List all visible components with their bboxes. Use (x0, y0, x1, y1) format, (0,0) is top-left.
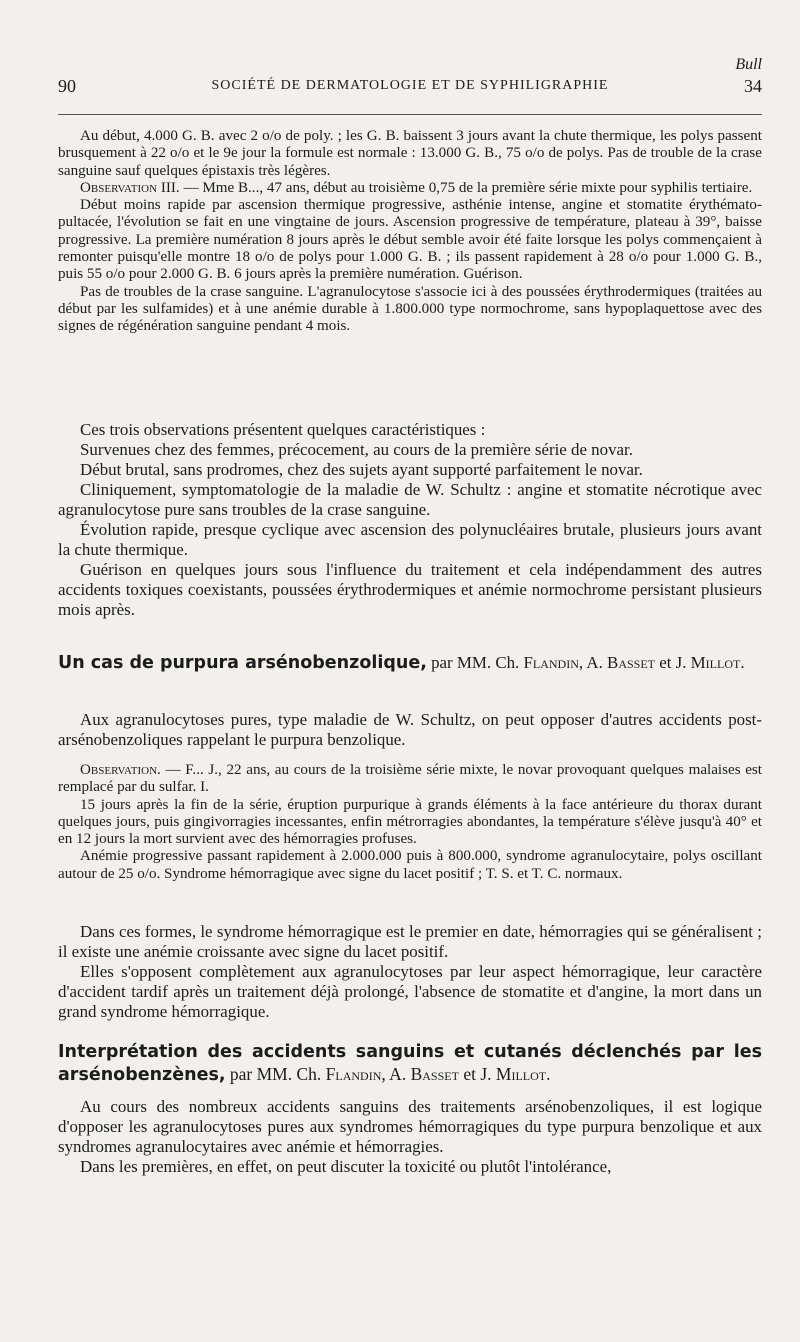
paragraph: Au cours des nombreux accidents sanguins des traitements arsénobenzoliques, il est logique d'opposer les agranulocytoses pures aux syndromes hémorragiques du type purpura benzolique et aux syndromes agranulocytaires avec anémie et hémorragies. (58, 1097, 762, 1156)
observation-label: Observation. (80, 762, 161, 778)
paragraph: Pas de troubles de la crase sanguine. L'agranulocytose s'associe ici à des poussées érythrodermiques (traitées au début par les sulfamides) et à une anémie durable à 1.800.000 type normochrome, sans hypoplaquettose avec des signes de régénération sanguine pendant 4 mois. (58, 283, 762, 335)
purpura-intro (58, 710, 762, 750)
paragraph: Début brutal, sans prodromes, chez des sujets ayant supporté parfaitement le novar. (80, 460, 643, 479)
author-name: Flandin (325, 1064, 382, 1084)
observation-3 (58, 180, 762, 197)
paragraph: 15 jours après la fin de la série, éruption purpurique à grands éléments à la face antérieure du thorax durant quelques jours, puis gingivorragies incessantes, enfin métrorragies abondantes, la température s'élève jusqu'à 40° et en 12 jours la mort survient avec des hémorragies profuses. (58, 796, 762, 848)
paragraph: Au début, 4.000 G. B. avec 2 o/o de poly. ; les G. B. baissent 3 jours avant la chute thermique, les polys passent brusquement à 22 o/o et le 9e jour la formule est normale : 13.000 G. B., 75 o/o de polys. Pas de trouble de la crase sanguine sauf quelques épistaxis très légères. (58, 128, 762, 179)
page-number: 90 (58, 76, 76, 96)
paragraph: Dans les premières, en effet, on peut discuter la toxicité ou plutôt l'intolérance, (80, 1157, 612, 1176)
running-header (58, 76, 762, 100)
summary-section (58, 420, 762, 620)
author-name: Basset (410, 1064, 459, 1084)
observation-label: Observation III. (80, 179, 180, 196)
paragraph: Elles s'opposent complètement aux agranulocytoses par leur aspect hémorragique, leur caractère d'accident tardif après un traitement déjà prolongé, l'absence de stomatite et d'angine, la mort dans un grand syndrome hémorragique. (58, 962, 762, 1021)
author-name: Flandin (523, 653, 579, 672)
bulletin-label-text: Bull (735, 56, 762, 73)
observation (58, 762, 762, 797)
author-name: Basset (607, 653, 655, 672)
running-title: SOCIÉTÉ DE DERMATOLOGIE ET DE SYPHILIGRAPHIE (211, 78, 609, 93)
article-heading-interpretation (58, 1040, 762, 1086)
byline-text: . (546, 1064, 551, 1084)
paragraph: Cliniquement, symptomatologie de la maladie de W. Schultz : angine et stomatite nécrotique avec agranulocytose pure sans troubles de la crase sanguine. (58, 480, 762, 519)
paragraph: Aux agranulocytoses pures, type maladie de W. Schultz, on peut opposer d'autres accidents post-arsénobenzoliques rappelant le purpura benzolique. (58, 710, 762, 749)
byline-text: , A. (578, 653, 608, 672)
article-heading-purpura (58, 652, 762, 674)
bulletin-label (735, 56, 762, 74)
paragraph: Anémie progressive passant rapidement à 2.000.000 puis à 800.000, syndrome agranulocytaire, polys oscillant autour de 25 o/o. Syndrome hémorragique avec signe du lacet positif ; T. S. et T. C. normaux. (58, 848, 762, 882)
paragraph: Dans ces formes, le syndrome hémorragique est le premier en date, hémorragies qui se généralisent ; il existe une anémie croissante avec signe du lacet positif. (58, 922, 762, 961)
header-rule (58, 114, 762, 115)
byline-text: . (740, 653, 745, 672)
observation-continuation (58, 128, 762, 336)
purpura-discussion (58, 922, 762, 1022)
author-name: Millot (495, 1064, 547, 1084)
author-name: Millot (690, 653, 741, 672)
byline-text: et J. (458, 1064, 496, 1084)
article-title: Interprétation des accidents sanguins et cutanés déclenchés par les arsénobenzènes, (58, 1042, 762, 1085)
observation-text: — Mme B..., 47 ans, début au troisième 0,75 de la première série mixte pour syphilis tertiaire. (179, 179, 753, 196)
paragraph: Survenues chez des femmes, précocement, au cours de la première série de novar. (80, 440, 633, 459)
paragraph: Ces trois observations présentent quelques caractéristiques : (80, 420, 486, 439)
paragraph: Guérison en quelques jours sous l'influence du traitement et cela indépendamment des autres accidents toxiques coexistants, poussées érythrodermiques et anémie normochrome persistant plusieurs mois après. (58, 560, 762, 619)
paragraph: Début moins rapide par ascension thermique progressive, asthénie intense, angine et stomatite érythémato-pultacée, l'évolution se fait en une vingtaine de jours. Ascension progressive de température, plateau à 39°, baisse progressive. La première numération 8 jours après le début semble avoir été faite lorsque les polys commençaient à remonter puisqu'elle montre 18 o/o de polys pour 1.000 G. B. ; ils passent rapidement à 28 o/o pour 1.000 G. B., puis 55 o/o pour 2.000 G. B. 6 jours après la première numération. Guérison. (58, 197, 762, 283)
interpretation-body (58, 1097, 762, 1177)
byline-text: par MM. Ch. (426, 653, 524, 672)
observation-text: — F... J., 22 ans, au cours de la troisième série mixte, le novar provoquant quelques malaises est remplacé par du sulfar. I. (58, 762, 762, 796)
paragraph: Évolution rapide, presque cyclique avec ascension des polynucléaires brutale, plusieurs jours avant la chute thermique. (58, 520, 762, 559)
purpura-observation (58, 762, 762, 883)
byline-text: et J. (655, 653, 691, 672)
article-title: Un cas de purpura arsénobenzolique, (58, 653, 427, 673)
byline-text: par MM. Ch. (225, 1064, 326, 1084)
byline-text: , A. (381, 1064, 411, 1084)
bulletin-number: 34 (744, 76, 762, 96)
